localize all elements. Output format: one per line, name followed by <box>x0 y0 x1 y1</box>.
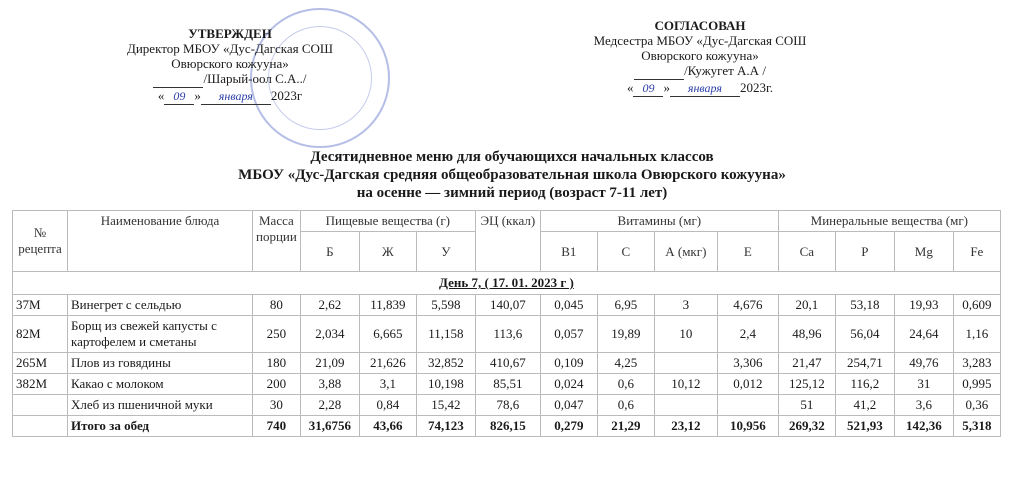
recipe-cell: 382М <box>13 374 68 395</box>
value-cell: 0,047 <box>540 395 597 416</box>
menu-table <box>12 210 1001 437</box>
value-cell: 521,93 <box>835 416 894 437</box>
col-mass: Масса порции <box>253 211 301 272</box>
table-row <box>13 395 1001 416</box>
agreed-date-year: 2023г. <box>739 80 774 95</box>
col-recipe: № рецепта <box>13 211 68 272</box>
value-cell: 0,057 <box>540 316 597 353</box>
value-cell: 200 <box>253 374 301 395</box>
date-open: « <box>157 88 165 103</box>
director-signature <box>153 72 203 88</box>
value-cell: 51 <box>778 395 835 416</box>
value-cell: 116,2 <box>835 374 894 395</box>
recipe-cell <box>13 395 68 416</box>
value-cell: 19,93 <box>894 295 953 316</box>
table-row <box>13 295 1001 316</box>
agreed-line2: Овюрского кожууна» <box>641 48 759 63</box>
approved-date-year: 2023г <box>270 88 303 103</box>
title-line1: Десятидневное меню для обучающихся начальных классов <box>310 149 714 165</box>
value-cell: 0,6 <box>597 395 654 416</box>
value-cell: 49,76 <box>894 353 953 374</box>
value-cell: 24,64 <box>894 316 953 353</box>
recipe-cell: 82М <box>13 316 68 353</box>
agreed-block <box>570 18 830 97</box>
recipe-cell <box>13 416 68 437</box>
value-cell: 0,109 <box>540 353 597 374</box>
col-ca: Ca <box>778 232 835 272</box>
value-cell: 3,1 <box>359 374 416 395</box>
value-cell: 0,279 <box>540 416 597 437</box>
value-cell: 0,84 <box>359 395 416 416</box>
dish-name-cell: Винегрет с сельдью <box>68 295 253 316</box>
value-cell: 254,71 <box>835 353 894 374</box>
recipe-cell: 37М <box>13 295 68 316</box>
value-cell: 5,598 <box>416 295 475 316</box>
title-line3: на осенне — зимний период (возраст 7-11 лет) <box>356 185 668 201</box>
value-cell: 21,09 <box>300 353 359 374</box>
value-cell: 31 <box>894 374 953 395</box>
value-cell: 41,2 <box>835 395 894 416</box>
col-name: Наименование блюда <box>68 211 253 272</box>
document-title <box>0 148 1024 202</box>
value-cell: 31,6756 <box>300 416 359 437</box>
value-cell: 20,1 <box>778 295 835 316</box>
dish-name-cell: Какао с молоком <box>68 374 253 395</box>
value-cell: 3 <box>654 295 717 316</box>
value-cell: 10,198 <box>416 374 475 395</box>
value-cell: 74,123 <box>416 416 475 437</box>
approved-date-day: 09 <box>164 89 194 105</box>
approved-line2: Овюрского кожууна» <box>171 56 289 71</box>
value-cell: 23,12 <box>654 416 717 437</box>
value-cell <box>654 353 717 374</box>
approved-block <box>110 26 350 105</box>
value-cell: 4,25 <box>597 353 654 374</box>
value-cell: 3,6 <box>894 395 953 416</box>
value-cell: 0,045 <box>540 295 597 316</box>
col-u: У <box>416 232 475 272</box>
agreed-heading: СОГЛАСОВАН <box>654 18 746 33</box>
approved-heading: УТВЕРЖДЕН <box>188 26 272 41</box>
day-label: День 7, ( 17. 01. 2023 г ) <box>13 272 1001 295</box>
value-cell: 0,6 <box>597 374 654 395</box>
col-b: Б <box>300 232 359 272</box>
col-b1: В1 <box>540 232 597 272</box>
col-e: Е <box>717 232 778 272</box>
agreed-date-day: 09 <box>633 81 663 97</box>
value-cell: 113,6 <box>475 316 540 353</box>
value-cell: 0,609 <box>953 295 1000 316</box>
recipe-cell: 265М <box>13 353 68 374</box>
col-vitamins: Витамины (мг) <box>540 211 778 232</box>
value-cell: 10 <box>654 316 717 353</box>
col-minerals: Минеральные вещества (мг) <box>778 211 1000 232</box>
value-cell <box>654 395 717 416</box>
value-cell: 269,32 <box>778 416 835 437</box>
value-cell: 140,07 <box>475 295 540 316</box>
dish-name-cell: Хлеб из пшеничной муки <box>68 395 253 416</box>
col-a: А (мкг) <box>654 232 717 272</box>
title-line2: МБОУ «Дус-Дагская средняя общеобразовательная школа Овюрского кожууна» <box>238 167 786 183</box>
value-cell: 30 <box>253 395 301 416</box>
value-cell: 0,995 <box>953 374 1000 395</box>
value-cell: 5,318 <box>953 416 1000 437</box>
value-cell: 78,6 <box>475 395 540 416</box>
total-row <box>13 416 1001 437</box>
value-cell: 2,28 <box>300 395 359 416</box>
col-energy: ЭЦ (ккал) <box>475 211 540 272</box>
value-cell: 0,024 <box>540 374 597 395</box>
value-cell: 15,42 <box>416 395 475 416</box>
value-cell: 11,158 <box>416 316 475 353</box>
value-cell: 410,67 <box>475 353 540 374</box>
col-c: С <box>597 232 654 272</box>
value-cell: 826,15 <box>475 416 540 437</box>
dish-name-cell: Итого за обед <box>68 416 253 437</box>
agreed-line1: Медсестра МБОУ «Дус-Дагская СОШ <box>593 33 807 48</box>
date-close: » <box>194 88 201 103</box>
value-cell: 142,36 <box>894 416 953 437</box>
table-row <box>13 353 1001 374</box>
dish-name-cell: Борщ из свежей капусты с картофелем и сметаны <box>68 316 253 353</box>
col-fe: Fe <box>953 232 1000 272</box>
approved-line1: Директор МБОУ «Дус-Дагская СОШ <box>126 41 334 56</box>
value-cell: 1,16 <box>953 316 1000 353</box>
value-cell: 250 <box>253 316 301 353</box>
value-cell: 2,62 <box>300 295 359 316</box>
value-cell: 3,306 <box>717 353 778 374</box>
table-row <box>13 316 1001 353</box>
col-p: P <box>835 232 894 272</box>
approved-signer: /Шарый-оол С.А../ <box>203 71 307 86</box>
value-cell: 21,626 <box>359 353 416 374</box>
nurse-signature <box>634 64 684 80</box>
col-mg: Mg <box>894 232 953 272</box>
col-zh: Ж <box>359 232 416 272</box>
table-row <box>13 374 1001 395</box>
agreed-signer: /Кужугет А.А / <box>684 63 766 78</box>
value-cell: 85,51 <box>475 374 540 395</box>
value-cell: 6,95 <box>597 295 654 316</box>
value-cell: 32,852 <box>416 353 475 374</box>
value-cell: 56,04 <box>835 316 894 353</box>
date-close: » <box>663 80 670 95</box>
value-cell: 3,88 <box>300 374 359 395</box>
value-cell: 21,47 <box>778 353 835 374</box>
date-open: « <box>626 80 634 95</box>
value-cell: 125,12 <box>778 374 835 395</box>
agreed-date-month: января <box>670 81 740 97</box>
value-cell: 3,283 <box>953 353 1000 374</box>
value-cell: 43,66 <box>359 416 416 437</box>
value-cell: 0,36 <box>953 395 1000 416</box>
value-cell: 4,676 <box>717 295 778 316</box>
value-cell: 740 <box>253 416 301 437</box>
value-cell: 0,012 <box>717 374 778 395</box>
value-cell: 180 <box>253 353 301 374</box>
value-cell: 10,956 <box>717 416 778 437</box>
dish-name-cell: Плов из говядины <box>68 353 253 374</box>
value-cell: 21,29 <box>597 416 654 437</box>
value-cell: 10,12 <box>654 374 717 395</box>
value-cell: 53,18 <box>835 295 894 316</box>
value-cell: 11,839 <box>359 295 416 316</box>
value-cell <box>717 395 778 416</box>
value-cell: 6,665 <box>359 316 416 353</box>
col-nutrients: Пищевые вещества (г) <box>300 211 475 232</box>
value-cell: 48,96 <box>778 316 835 353</box>
value-cell: 2,034 <box>300 316 359 353</box>
value-cell: 2,4 <box>717 316 778 353</box>
value-cell: 80 <box>253 295 301 316</box>
value-cell: 19,89 <box>597 316 654 353</box>
approved-date-month: января <box>201 89 271 105</box>
